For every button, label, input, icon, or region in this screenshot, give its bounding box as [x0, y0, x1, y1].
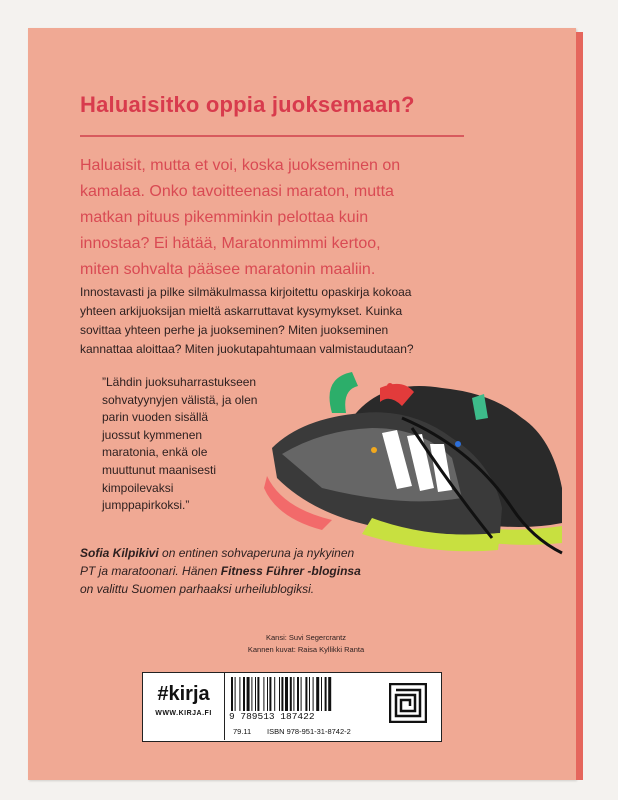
quote-line: muuttunut maanisesti [102, 462, 217, 477]
cover-designer: Kansi: Suvi Segercrantz [265, 633, 347, 642]
barcode-bar [321, 677, 322, 711]
bio-text: PT ja maratoonari. Hänen [80, 564, 221, 578]
quote-line: parin vuoden sisällä [102, 410, 209, 425]
barcode-bar [290, 677, 292, 711]
barcode-bar [297, 677, 299, 711]
quote-line: ”Lähdin juoksuharrastukseen [102, 375, 257, 389]
barcode-bar [316, 677, 319, 711]
barcode-bar [305, 677, 307, 711]
body-line: yhteen arkijuoksijan mieltä askarruttavat kysymykset. Kuinka [80, 304, 403, 318]
quote-line: juossut kymmenen [102, 427, 203, 442]
back-cover-heading: Haluaisitko oppia juoksemaan? [80, 92, 415, 117]
barcode-bar [281, 677, 283, 711]
barcode-bar [279, 677, 280, 711]
quote-line: sohvatyynyjen välistä, ja olen [102, 392, 258, 407]
book-spine [576, 32, 583, 780]
lead-line: innostaa? Ei hätää, Maratonmimmi kertoo, [80, 235, 381, 252]
photo-credit: Kannen kuvat: Raisa Kyllikki Ranta [247, 645, 365, 654]
lead-line: matkan pituus pikemminkin pelottaa kuin [80, 209, 369, 226]
barcode-bar [325, 677, 327, 711]
bio-text: on entinen sohvaperuna ja nykyinen [158, 546, 355, 560]
price-code: 79.11 [233, 727, 252, 736]
barcode-digits: 9 789513 187422 [229, 711, 315, 722]
author-name: Sofia Kilpikivi [80, 546, 159, 560]
publisher-url: WWW.KIRJA.FI [155, 710, 212, 717]
barcode-bar [267, 677, 268, 711]
barcode-bar [251, 677, 252, 711]
quote-line: kimpoilevaksi [102, 480, 174, 495]
running-shoes-photo [262, 358, 576, 558]
bio-line-1 [80, 544, 500, 562]
publisher-brand [143, 673, 225, 740]
lead-line: kamalaa. Onko tavoitteenasi maraton, mutta [80, 183, 394, 200]
bio-line-2 [80, 562, 500, 580]
barcode-bar [293, 677, 294, 711]
body-line: kannattaa aloittaa? Miten juokutapahtumaan valmistaudutaan? [80, 342, 414, 356]
barcode-bar [247, 677, 250, 711]
publisher-maze-logo [389, 683, 427, 723]
description-paragraph [80, 283, 500, 359]
isbn-barcode [229, 677, 379, 711]
barcode-bar [285, 677, 288, 711]
barcode-bar [231, 677, 233, 711]
barcode-bar [309, 677, 310, 711]
barcode-bar [239, 677, 240, 711]
quote-line: jumppapirkoksi.” [102, 498, 190, 513]
bio-line-3: on valittu Suomen parhaaksi urheilublogiksi. [80, 582, 315, 596]
barcode-bar [263, 677, 264, 711]
barcode-bar [235, 677, 236, 711]
barcode-bar [243, 677, 245, 711]
quote-line: maratonia, enkä ole [102, 445, 208, 460]
body-line: Innostavasti ja pilke silmäkulmassa kirjoitettu opaskirja kokoaa [80, 285, 412, 299]
lead-line: miten sohvalta pääsee maratonin maaliin. [80, 261, 376, 278]
barcode-bar [255, 677, 256, 711]
barcode-bar [257, 677, 259, 711]
author-bio [80, 544, 500, 598]
lead-line: Haluaisit, mutta et voi, koska juokseminen on [80, 157, 401, 174]
barcode-bar [328, 677, 331, 711]
blog-name: Fitness Führer -bloginsa [220, 564, 361, 578]
barcode-panel [142, 672, 442, 742]
lead-paragraph [80, 153, 480, 283]
cover-credits [236, 632, 376, 656]
barcode-bar [313, 677, 314, 711]
barcode-bar [274, 677, 275, 711]
body-line: sovittaa yhteen perhe ja juokseminen? Miten juokseminen [80, 323, 389, 337]
heading-divider [80, 135, 464, 137]
barcode-bar [301, 677, 302, 711]
publisher-logo: #kirja [157, 683, 210, 705]
isbn-number: ISBN 978-951-31-8742-2 [267, 727, 351, 736]
barcode-bar [269, 677, 271, 711]
